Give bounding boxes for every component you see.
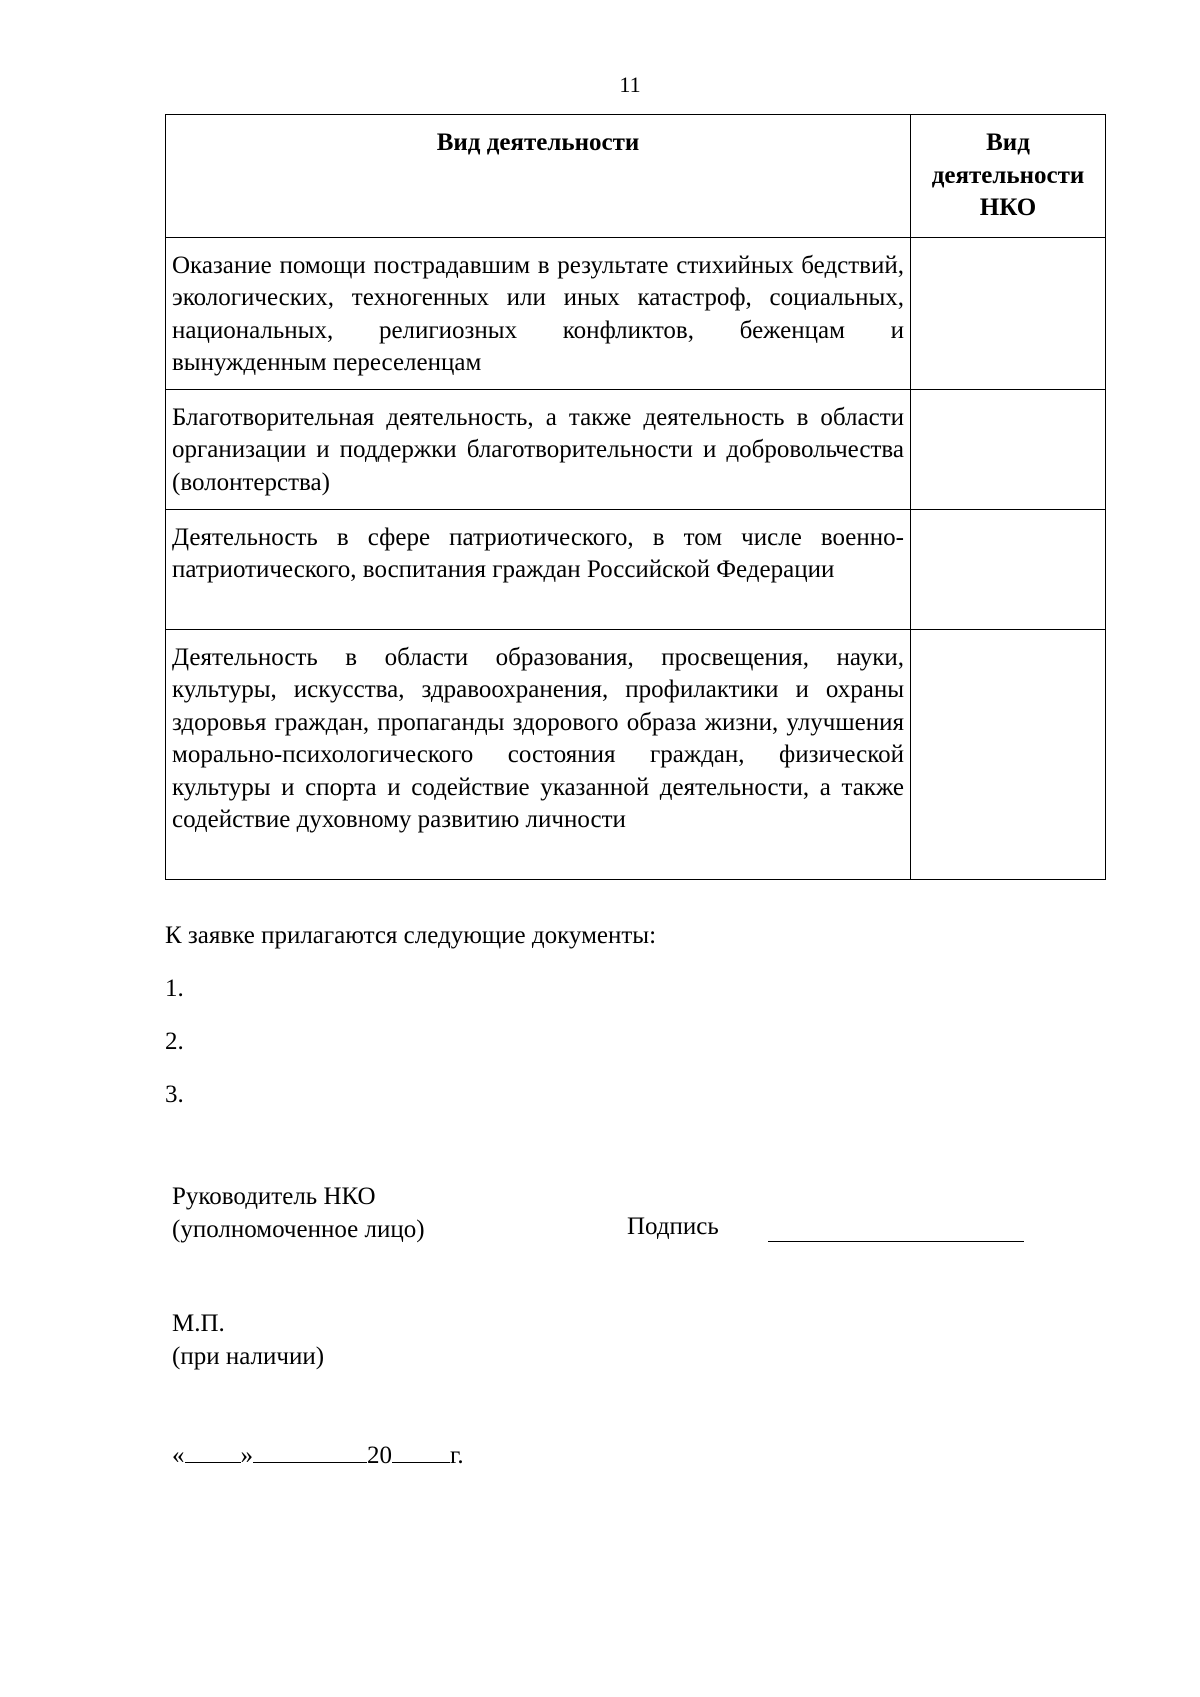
date-line bbox=[172, 1438, 464, 1470]
nko-activity-cell[interactable] bbox=[911, 509, 1106, 629]
date-close-quote: » bbox=[240, 1442, 253, 1469]
nko-activity-cell[interactable] bbox=[911, 389, 1106, 509]
table-row bbox=[166, 389, 1106, 509]
activity-cell: Деятельность в области образования, просвещения, науки, культуры, искусства, здравоохранения, профилактики и охраны здоровья граждан, пропаганды здорового образа жизни, улучшения морально-психологического состояния граждан, физической культуры и спорта и содействие указанной деятельности, а также содействие духовному развитию личности bbox=[166, 629, 911, 879]
stamp-label: М.П. bbox=[172, 1310, 225, 1337]
activity-cell: Благотворительная деятельность, а также деятельность в области организации и поддержки благотворительности и добровольчества (волонтерства) bbox=[166, 389, 911, 509]
signature-line[interactable] bbox=[768, 1241, 1024, 1242]
table-row bbox=[166, 629, 1106, 879]
date-open-quote: « bbox=[172, 1442, 185, 1469]
activity-cell: Оказание помощи пострадавшим в результате стихийных бедствий, экологических, техногенных или иных катастроф, социальных, национальных, религиозных конфликтов, беженцам и вынужденным переселенцам bbox=[166, 237, 911, 389]
signatory-role-note: (уполномоченное лицо) bbox=[172, 1216, 425, 1243]
nko-activity-cell[interactable] bbox=[911, 237, 1106, 389]
date-day-blank[interactable] bbox=[185, 1438, 241, 1463]
date-century: 20 bbox=[367, 1442, 392, 1469]
attachments-title: К заявке прилагаются следующие документы: bbox=[165, 922, 657, 949]
signatory-role-title: Руководитель НКО bbox=[172, 1183, 376, 1210]
stamp-note bbox=[172, 1307, 324, 1373]
stamp-condition: (при наличии) bbox=[172, 1343, 325, 1370]
date-year-blank[interactable] bbox=[392, 1438, 450, 1463]
date-suffix: г. bbox=[450, 1442, 464, 1469]
date-month-blank[interactable] bbox=[253, 1438, 367, 1463]
nko-activity-cell[interactable] bbox=[911, 629, 1106, 879]
activity-cell: Деятельность в сфере патриотического, в том числе военно-патриотического, воспитания граждан Российской Федерации bbox=[166, 509, 911, 629]
attachment-item-2: 2. bbox=[165, 1028, 184, 1055]
table-row bbox=[166, 509, 1106, 629]
page-number: 11 bbox=[619, 72, 641, 97]
signature-label: Подпись bbox=[627, 1213, 719, 1240]
header-activity: Вид деятельности bbox=[166, 115, 911, 238]
activity-table bbox=[165, 114, 1106, 880]
table-header-row bbox=[166, 115, 1106, 238]
attachment-item-1: 1. bbox=[165, 975, 184, 1002]
header-nko-activity: Вид деятельности НКО bbox=[911, 115, 1106, 238]
attachment-item-3: 3. bbox=[165, 1081, 184, 1108]
table-row bbox=[166, 237, 1106, 389]
signatory-role bbox=[172, 1180, 425, 1246]
